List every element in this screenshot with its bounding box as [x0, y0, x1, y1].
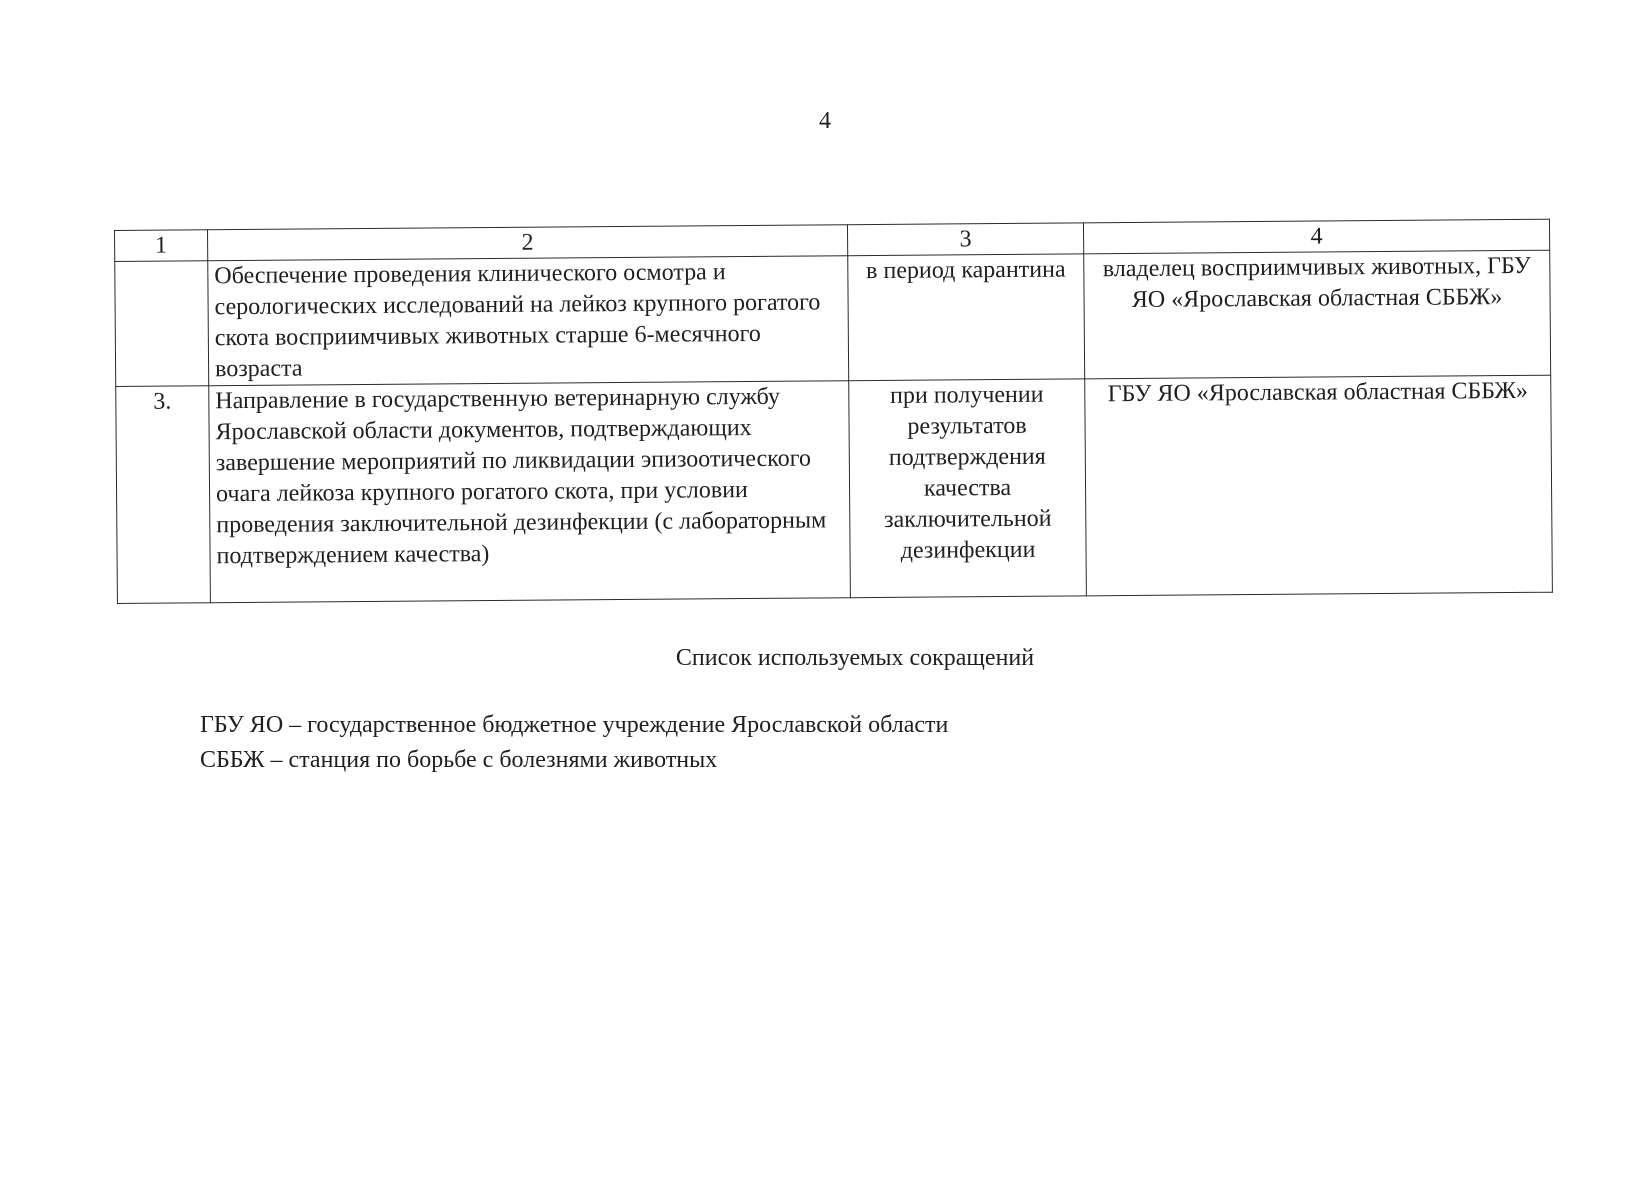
row-action: Направление в государственную ветеринарную службу Ярославской области документов, подтверждающих завершение мероприятий по ликвидации эпизоотического очага лейкоза крупного рогатого скота, при условии проведения заключительной дезинфекции (с лабораторным подтверждением качества)	[209, 381, 851, 603]
abbreviation-item: СББЖ – станция по борьбе с болезнями животных	[200, 747, 718, 773]
table-row	[116, 375, 1553, 603]
measures-table	[114, 219, 1553, 604]
row-responsible: владелец восприимчивых животных, ГБУ ЯО «Ярославская областная СББЖ»	[1084, 250, 1551, 379]
table-row	[115, 250, 1551, 386]
row-term: в период карантина	[848, 254, 1085, 381]
column-header-3: 3	[847, 223, 1083, 256]
row-number	[115, 261, 209, 387]
row-action: Обеспечение проведения клинического осмотра и серологических исследований на лейкоз крупного рогатого скота восприимчивых животных старше 6-месячного возраста	[208, 256, 849, 386]
column-header-1: 1	[115, 230, 208, 262]
abbreviations-title: Список используемых сокращений	[675, 645, 1035, 671]
page-number: 4	[819, 108, 831, 134]
column-header-2: 2	[208, 225, 848, 261]
row-term: при получении результатов подтверждения качества заключительной дезинфекции	[849, 379, 1087, 598]
abbreviation-item: ГБУ ЯО – государственное бюджетное учреждение Ярославской области	[200, 712, 949, 738]
measures-table-wrapper	[114, 219, 1552, 604]
row-number: 3.	[116, 386, 211, 604]
abbreviations-list	[200, 708, 948, 778]
row-responsible: ГБУ ЯО «Ярославская областная СББЖ»	[1085, 375, 1553, 596]
column-header-4: 4	[1083, 219, 1549, 254]
